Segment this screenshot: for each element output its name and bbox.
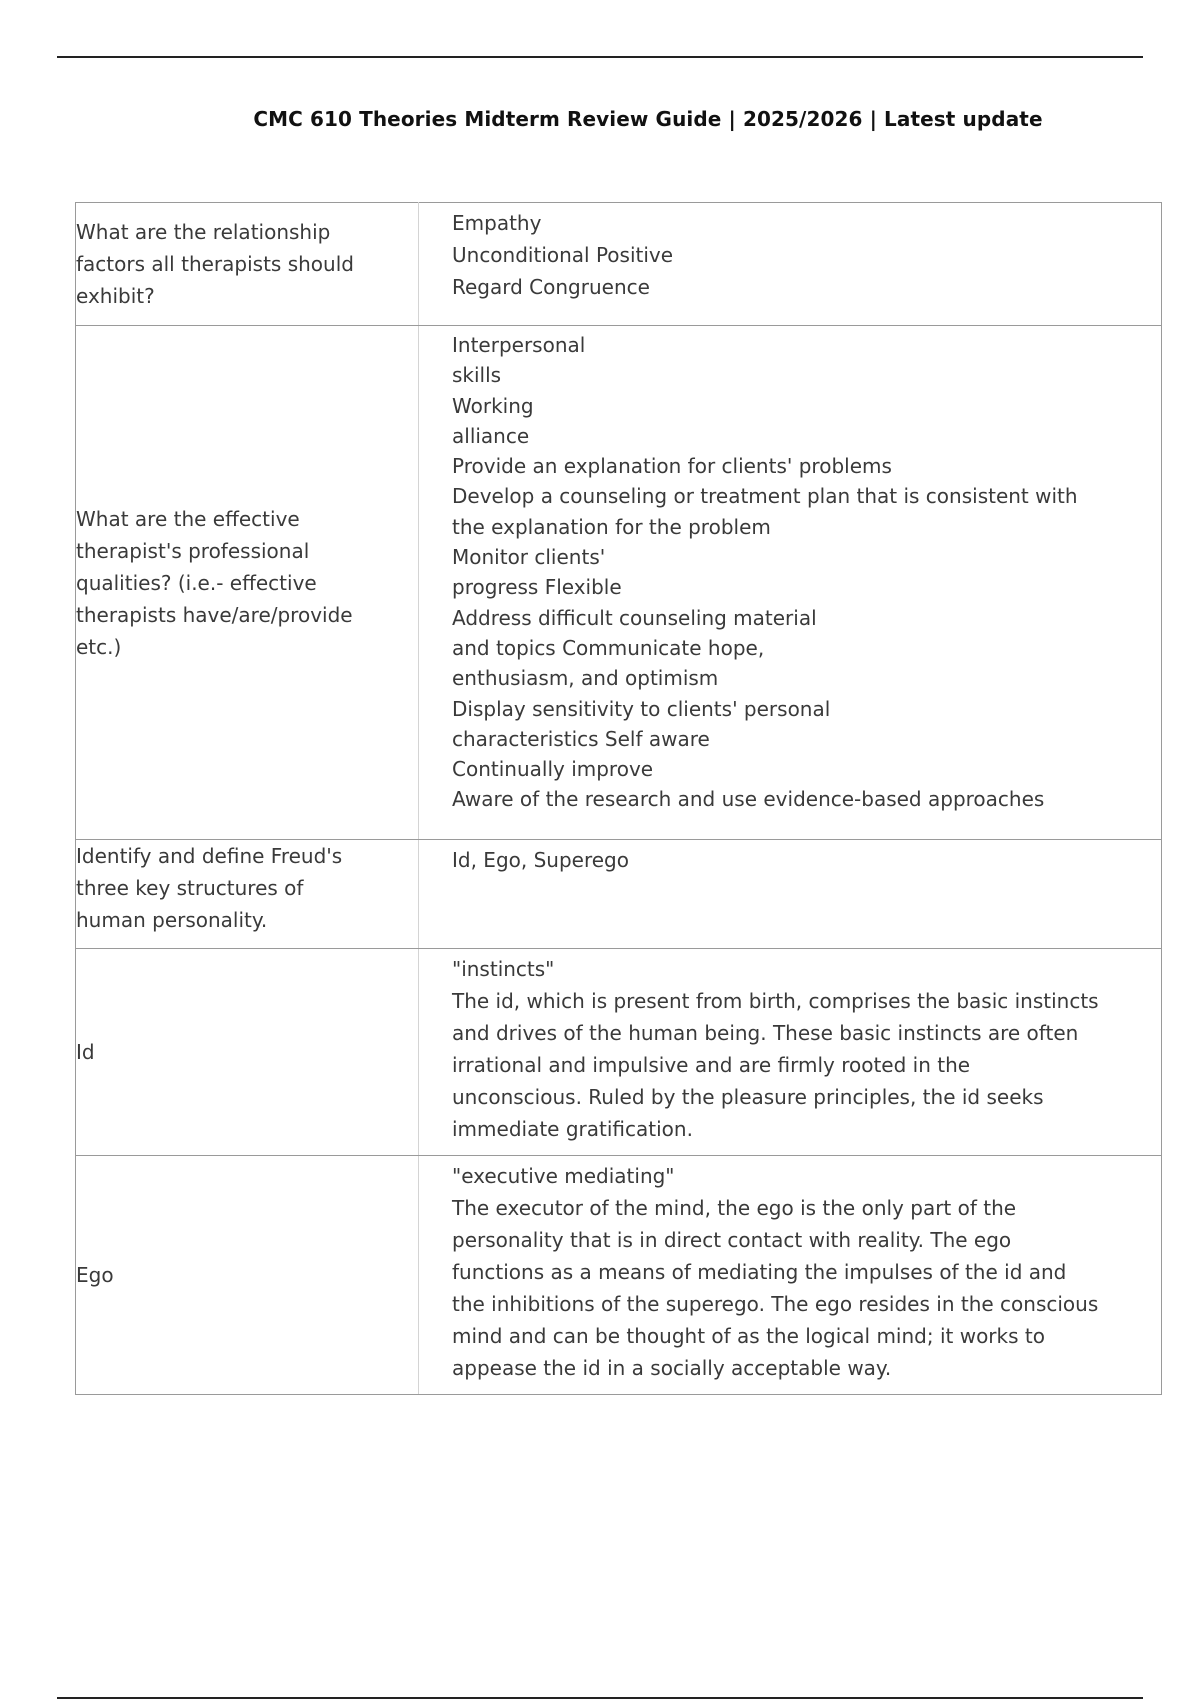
answer-line: irrational and impulsive and are firmly rooted in the xyxy=(452,1053,971,1077)
question-line: Id xyxy=(76,1040,95,1064)
question-cell xyxy=(76,949,419,1156)
answer-line: Id, Ego, Superego xyxy=(452,848,629,872)
answer-line: the explanation for the problem xyxy=(452,514,771,539)
answer-line: appease the id in a socially acceptable way. xyxy=(452,1356,892,1380)
answer-line: Display sensitivity to clients' personal xyxy=(452,696,831,721)
question-cell xyxy=(76,1156,419,1395)
question-line: etc.) xyxy=(76,634,122,659)
bottom-rule xyxy=(57,1697,1143,1699)
question-cell xyxy=(76,326,419,840)
answer-line: functions as a means of mediating the impulses of the id and xyxy=(452,1260,1067,1284)
answer-line: Provide an explanation for clients' problems xyxy=(452,454,892,479)
answer-line: Monitor clients' xyxy=(452,545,606,570)
answer-line: alliance xyxy=(452,423,530,448)
answer-line: Working xyxy=(452,393,534,418)
table-row xyxy=(76,1156,1162,1395)
question-cell xyxy=(76,203,419,326)
question-line: exhibit? xyxy=(76,284,155,308)
answer-cell xyxy=(419,949,1162,1156)
answer-line: "executive mediating" xyxy=(452,1164,675,1188)
answer-line: progress Flexible xyxy=(452,575,622,600)
answer-line: Continually improve xyxy=(452,757,654,782)
answer-line: and drives of the human being. These basic instincts are often xyxy=(452,1021,1079,1045)
page-title: CMC 610 Theories Midterm Review Guide | 2025/2026 | Latest update xyxy=(253,107,1043,131)
answer-line: The executor of the mind, the ego is the only part of the xyxy=(452,1196,1017,1220)
answer-line: Aware of the research and use evidence-based approaches xyxy=(452,787,1045,812)
answer-line: enthusiasm, and optimism xyxy=(452,666,719,691)
question-line: three key structures of xyxy=(76,876,304,900)
answer-line: Empathy xyxy=(452,211,542,235)
table-row xyxy=(76,840,1162,949)
question-cell xyxy=(76,840,419,949)
answer-cell xyxy=(419,203,1162,326)
answer-line: Interpersonal xyxy=(452,333,586,357)
table-row xyxy=(76,326,1162,840)
question-line: What are the relationship xyxy=(76,220,331,244)
question-line: therapist's professional xyxy=(76,538,310,563)
question-line: Identify and define Freud's xyxy=(76,844,343,868)
answer-line: and topics Communicate hope, xyxy=(452,635,765,660)
answer-line: unconscious. Ruled by the pleasure principles, the id seeks xyxy=(452,1085,1044,1109)
question-line: therapists have/are/provide xyxy=(76,602,353,627)
answer-line: mind and can be thought of as the logical mind; it works to xyxy=(452,1324,1045,1348)
answer-line: personality that is in direct contact with reality. The ego xyxy=(452,1228,1012,1252)
top-rule xyxy=(57,56,1143,58)
question-line: human personality. xyxy=(76,908,268,932)
answer-line: Develop a counseling or treatment plan that is consistent with xyxy=(452,484,1078,509)
answer-line: Regard Congruence xyxy=(452,275,650,299)
question-line: qualities? (i.e.- effective xyxy=(76,570,317,595)
answer-cell xyxy=(419,1156,1162,1395)
question-line: Ego xyxy=(76,1263,114,1287)
table-row xyxy=(76,203,1162,326)
answer-line: "instincts" xyxy=(452,957,555,981)
question-line: What are the effective xyxy=(76,506,300,531)
table-row xyxy=(76,949,1162,1156)
answer-line: the inhibitions of the superego. The ego resides in the conscious xyxy=(452,1292,1099,1316)
answer-line: The id, which is present from birth, comprises the basic instincts xyxy=(452,989,1099,1013)
answer-cell xyxy=(419,326,1162,840)
review-table xyxy=(75,202,1162,1395)
answer-cell xyxy=(419,840,1162,949)
answer-line: Unconditional Positive xyxy=(452,243,674,267)
answer-line: Address difficult counseling material xyxy=(452,605,817,630)
answer-line: skills xyxy=(452,363,502,388)
question-line: factors all therapists should xyxy=(76,252,354,276)
answer-line: characteristics Self aware xyxy=(452,726,710,751)
answer-line: immediate gratification. xyxy=(452,1117,693,1141)
